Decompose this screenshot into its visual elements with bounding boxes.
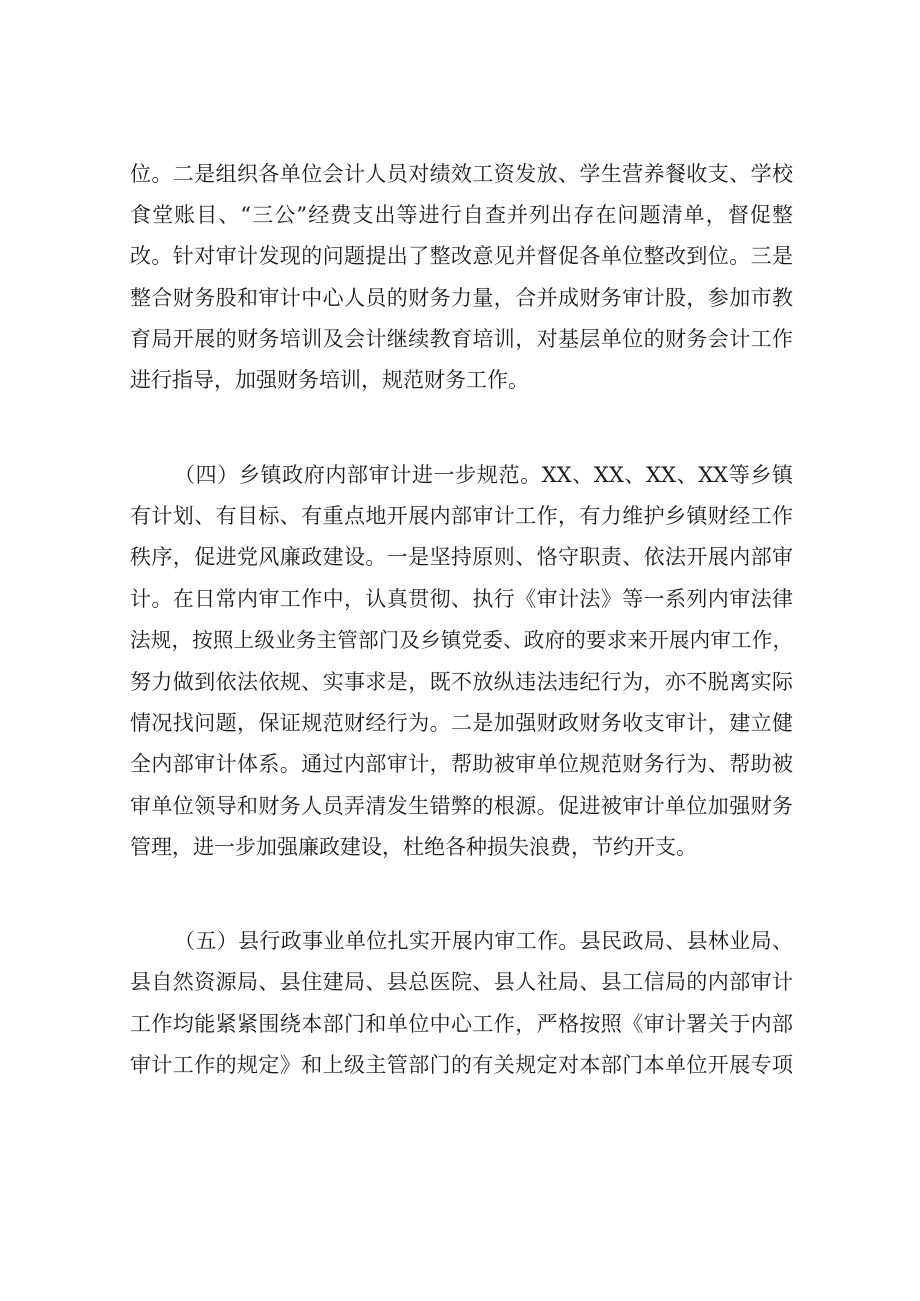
paragraph-2-line-10: 管理，进一步加强廉政建设，杜绝各种损失浪费，节约开支。 (130, 835, 697, 859)
paragraph-2-line-9: 审单位领导和财务人员弄清发生错弊的根源。促进被审计单位加强财务 (130, 794, 793, 818)
paragraph-2-line-7: 情况找问题，保证规范财经行为。二是加强财政财务收支审计，建立健 (130, 711, 793, 735)
paragraph-1-line-5: 育局开展的财务培训及会计继续教育培训，对基层单位的财务会计工作 (130, 327, 793, 351)
paragraph-3-line-2: 县自然资源局、县住建局、县总医院、县人社局、县工信局的内部审计 (130, 970, 793, 994)
paragraph-1-line-3: 改。针对审计发现的问题提出了整改意见并督促各单位整改到位。三是 (130, 244, 793, 268)
paragraph-2-line-6: 努力做到依法依规、实事求是，既不放纵违法违纪行为，亦不脱离实际 (130, 670, 793, 694)
paragraph-2-line-1: （四）乡镇政府内部审计进一步规范。XX、XX、XX、XX等乡镇 (174, 463, 793, 487)
paragraph-1-line-2: 食堂账目、“三公”经费支出等进行自查并列出存在问题清单，督促整 (130, 203, 793, 227)
paragraph-2-line-2: 有计划、有目标、有重点地开展内部审计工作，有力维护乡镇财经工作 (130, 504, 793, 528)
paragraph-3-line-1: （五）县行政事业单位扎实开展内审工作。县民政局、县林业局、 (174, 929, 793, 953)
paragraph-2-line-4: 计。在日常内审工作中，认真贯彻、执行《审计法》等一系列内审法律 (130, 587, 793, 611)
paragraph-3-line-3: 工作均能紧紧围绕本部门和单位中心工作，严格按照《审计署关于内部 (130, 1012, 793, 1036)
paragraph-2-line-8: 全内部审计体系。通过内部审计，帮助被审单位规范财务行为、帮助被 (130, 752, 793, 776)
paragraph-1-line-4: 整合财务股和审计中心人员的财务力量，合并成财务审计股，参加市教 (130, 286, 793, 310)
paragraph-2-line-3: 秩序，促进党风廉政建设。一是坚持原则、恪守职责、依法开展内部审 (130, 545, 793, 569)
paragraph-1-line-6: 进行指导，加强财务培训，规范财务工作。 (130, 368, 529, 392)
paragraph-2-line-5: 法规，按照上级业务主管部门及乡镇党委、政府的要求来开展内审工作， (130, 628, 793, 652)
paragraph-3-line-4: 审计工作的规定》和上级主管部门的有关规定对本部门本单位开展专项 (130, 1053, 793, 1077)
paragraph-1-line-1: 位。二是组织各单位会计人员对绩效工资发放、学生营养餐收支、学校 (130, 162, 793, 186)
